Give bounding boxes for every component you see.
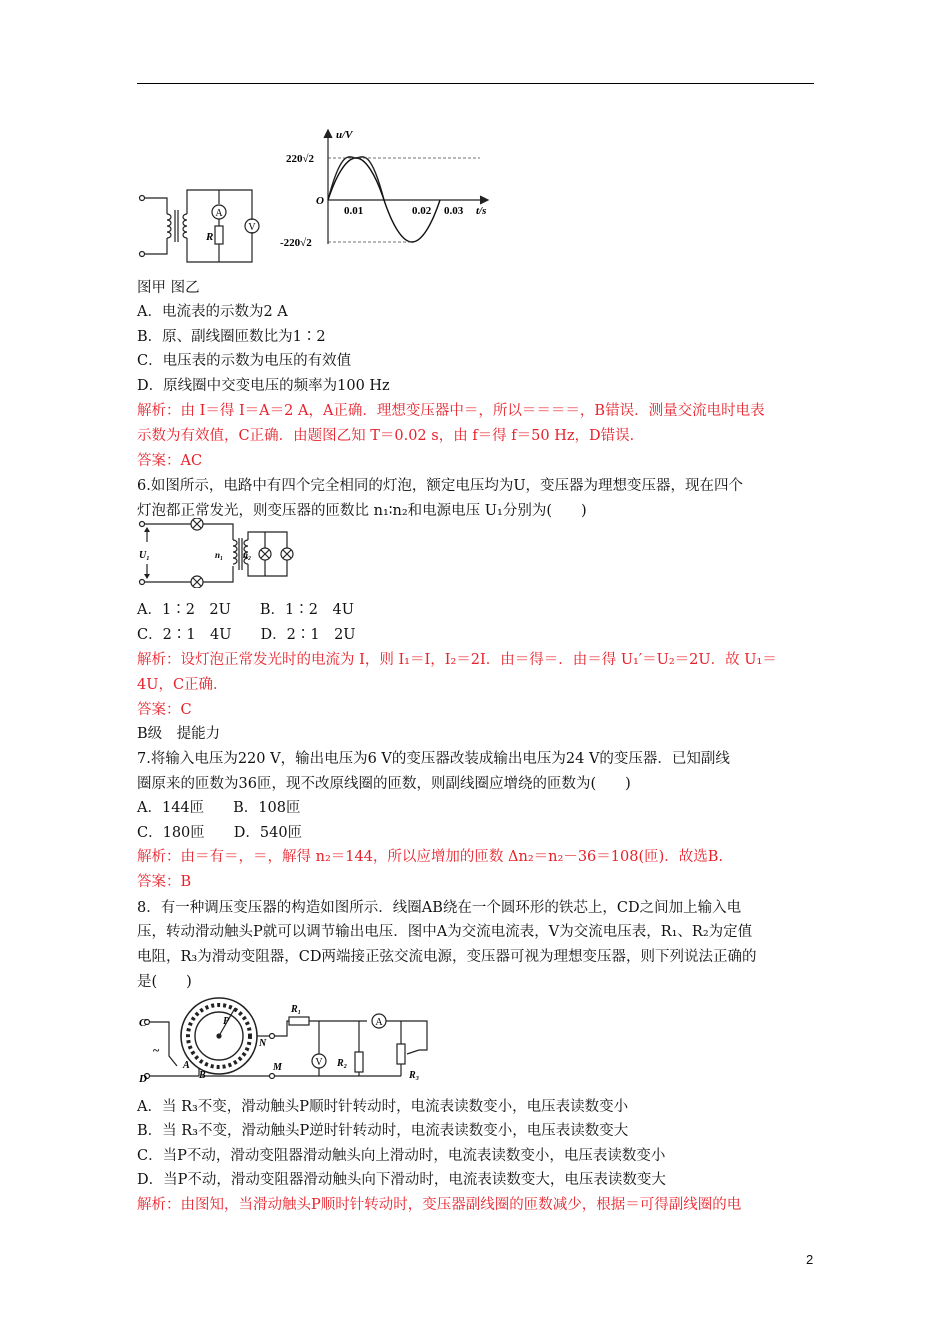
text-line: 7.将输入电压为220 V，输出电压为6 V的变压器改装成输出电压为24 V的变压器．已知副线: [137, 751, 730, 767]
figure-b-x-axis-label: t/s: [476, 205, 487, 217]
text-line: C．当P不动，滑动变阻器滑动触头向上滑动时，电流表读数变小，电压表读数变小: [137, 1148, 666, 1164]
text-line: 解析：由 I＝得 I＝A＝2 A，A正确．理想变压器中＝，所以＝＝＝＝，B错误．测量交流电时电表: [137, 403, 765, 419]
figure-q8-n-label: N: [259, 1038, 267, 1049]
text-line: B．原、副线圈匝数比为1∶2: [137, 329, 326, 345]
text-line: A．电流表的示数为2 A: [137, 304, 288, 320]
figure-a-ammeter-label: A: [215, 208, 223, 219]
figure-b-origin-label: O: [316, 195, 324, 207]
text-line: B．当 R₃不变，滑动触头P逆时针转动时，电流表读数变小，电压表读数变大: [137, 1123, 629, 1139]
text-line: 压，转动滑动触头P就可以调节输出电压．图中A为交流电流表，V为交流电压表，R₁、R₂为定值: [137, 924, 753, 940]
figure-q6-n2-label: n₂: [243, 550, 252, 560]
text-line: 圈原来的匝数为36匝，现不改原线圈的匝数，则副线圈应增绕的匝数为( ): [137, 776, 631, 792]
figure-q8-voltmeter-label: V: [315, 1057, 323, 1068]
figure-q8-r1-label: R₁: [291, 1004, 302, 1015]
text-line: 8．有一种调压变压器的构造如图所示．线圈AB绕在一个圆环形的铁芯上，CD之间加上输入电: [137, 900, 742, 916]
figure-b-waveform: [280, 126, 500, 252]
figure-b-tick-2: 0.02: [412, 205, 432, 217]
figure-q8-p-label: P: [223, 1016, 230, 1027]
figure-q8-c-label: C: [139, 1017, 147, 1029]
figure-q6-n1-label: n₁: [215, 550, 224, 560]
figure-q8-ac-symbol: ~: [153, 1043, 160, 1057]
text-line: 电阻，R₃为滑动变阻器，CD两端接正弦交流电源，变压器可视为理想变压器，则下列说法正确的: [137, 949, 757, 965]
page-number: 2: [806, 1252, 814, 1267]
text-line: C．180匝 D．540匝: [137, 825, 303, 841]
figure-q8-r2-label: R₂: [337, 1058, 348, 1069]
text-line: C．电压表的示数为电压的有效值: [137, 353, 352, 369]
text-line: 解析：由＝有＝，＝，解得 n₂＝144，所以应增加的匝数 Δn₂＝n₂－36＝108(匝)．故选B.: [137, 849, 724, 865]
text-line: 解析：设灯泡正常发光时的电流为 I，则 I₁＝I，I₂＝2I．由＝得＝．由＝得 U₁′＝U₂＝2U．故 U₁＝: [137, 652, 777, 668]
text-line: D．原线圈中交变电压的频率为100 Hz: [137, 378, 390, 394]
text-line: A．144匝 B．108匝: [137, 800, 301, 816]
figure-q8-ammeter-label: A: [375, 1017, 383, 1028]
text-line: 答案：B: [137, 874, 192, 890]
text-line: B级 提能力: [137, 726, 221, 742]
text-line: 示数为有效值，C正确．由题图乙知 T＝0.02 s，由 f＝得 f＝50 Hz，D错误．: [137, 428, 645, 444]
figure-b-y-axis-label: u/V: [336, 129, 353, 141]
figure-q8-r3-label: R₃: [409, 1070, 420, 1081]
text-line: 6.如图所示，电路中有四个完全相同的灯泡，额定电压均为U，变压器为理想变压器，现在四个: [137, 478, 744, 494]
text-line: D．当P不动，滑动变阻器滑动触头向下滑动时，电流表读数变大，电压表读数变大: [137, 1172, 666, 1188]
figure-q8-m-label: M: [273, 1062, 282, 1073]
figure-b-tick-3: 0.03: [444, 205, 464, 217]
text-line: 解析：由图知，当滑动触头P顺时针转动时，变压器副线圈的匝数减少，根据＝可得副线圈的电: [137, 1197, 742, 1213]
figure-q8-b-label: B: [199, 1070, 206, 1081]
figure-q8-d-label: D: [139, 1073, 147, 1085]
figure-q8-circuit: [137, 996, 437, 1088]
text-line: 答案：C: [137, 702, 192, 718]
text-line: A．1∶2 2U B．1∶2 4U: [137, 602, 354, 618]
figure-q6-u1-label: U₁: [139, 550, 150, 561]
figure-q6-circuit: [137, 518, 297, 588]
figure-b-tick-1: 0.01: [344, 205, 364, 217]
text-line: C．2∶1 4U D．2∶1 2U: [137, 627, 356, 643]
header-rule: [137, 83, 814, 84]
figure-a-circuit: [137, 180, 267, 270]
figure-q8-a-label: A: [183, 1060, 190, 1071]
figure-b-y-max-label: 220√2: [286, 153, 315, 165]
text-line: 灯泡都正常发光，则变压器的匝数比 n₁∶n₂和电源电压 U₁分别为( ): [137, 503, 587, 519]
text-line: 答案：AC: [137, 453, 203, 469]
figure-a-resistor-label: R: [206, 231, 214, 243]
text-line: 4U，C正确．: [137, 677, 228, 693]
figure-a-voltmeter-label: V: [248, 222, 256, 233]
text-line: 是( ): [137, 974, 192, 990]
text-line: 图甲 图乙: [137, 280, 200, 296]
figure-b-y-min-label: -220√2: [280, 237, 312, 249]
text-line: A．当 R₃不变，滑动触头P顺时针转动时，电流表读数变小，电压表读数变小: [137, 1099, 629, 1115]
